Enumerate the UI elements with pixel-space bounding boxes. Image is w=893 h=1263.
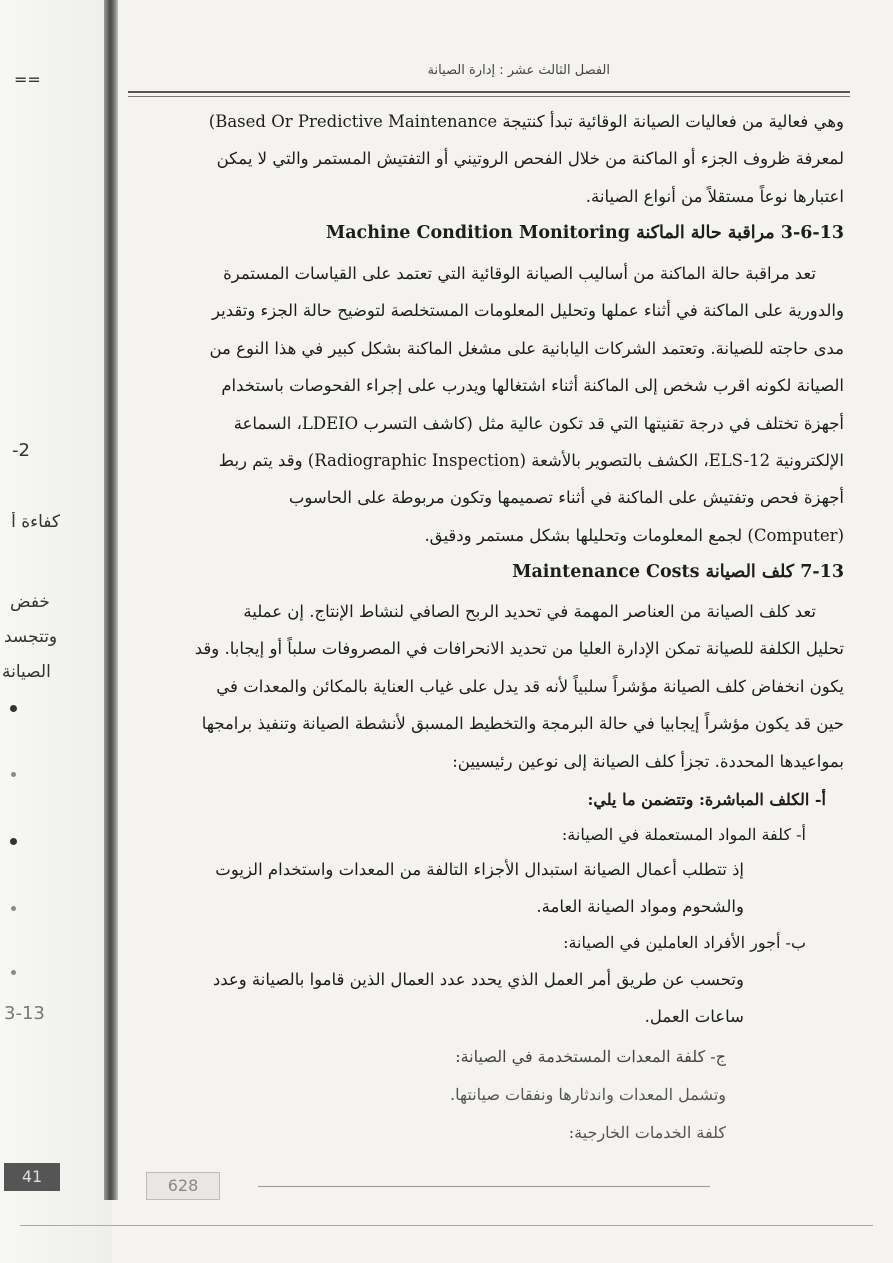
intro-line: اعتبارها نوعاً مستقلاً من أنواع الصيانة.: [585, 186, 844, 206]
direct-costs-heading: أ- الكلف المباشرة: وتتضمن ما يلي:: [587, 790, 826, 809]
section-title-en: Maintenance Costs: [512, 562, 700, 582]
maintenance-costs-paragraph: [128, 593, 844, 780]
running-header: الفصل الثالث عشر : إدارة الصيانة: [427, 63, 610, 78]
margin-page-number: 41: [4, 1163, 60, 1191]
margin-section-number: 3-13: [4, 1003, 45, 1024]
margin-bullet: [11, 772, 16, 777]
condition-monitoring-paragraph: [128, 255, 844, 554]
margin-mark: ==: [14, 70, 41, 89]
paragraph-line: الإلكترونية ELS-12، الكشف بالتصوير بالأشعة (Radiographic Inspection) وقد يتم ربط: [218, 451, 844, 471]
section-title-en: Machine Condition Monitoring: [325, 223, 630, 243]
margin-text-fragment: خفض: [10, 592, 50, 612]
page-footer: [128, 1172, 850, 1202]
paragraph-line: أجهزة تختلف في درجة تقنيتها التي قد تكون عالية مثل (كاشف التسرب LDEIO، السماعة: [233, 413, 844, 433]
paragraph-line: ساعات العمل.: [644, 1007, 744, 1027]
paragraph-line: وتحسب عن طريق أمر العمل الذي يحدد عدد العمال الذين قاموا بالصيانة وعدد: [212, 970, 744, 989]
labor-cost-heading: ب- أجور الأفراد العاملين في الصيانة:: [563, 933, 806, 952]
footer-rule: [258, 1186, 710, 1187]
paragraph-line: مدى حاجته للصيانة. وتعتمد الشركات اليابانية على مشغل الماكنة بشكل كبير في هذا النوع من: [209, 338, 844, 358]
section-number: 3-6-13: [780, 223, 844, 243]
margin-text-fragment: كفاءة أ: [11, 512, 60, 532]
intro-paragraph: [128, 103, 844, 215]
materials-cost-text: [128, 851, 744, 926]
paragraph-line: (Computer) لجمع المعلومات وتحليلها بشكل مستمر ودقيق.: [424, 525, 844, 545]
paragraph-line: تعد كلف الصيانة من العناصر المهمة في تحديد الربح الصافي لنشاط الإنتاج. إن عملية: [243, 602, 816, 621]
section-title-ar: كلف الصيانة: [705, 562, 795, 582]
section-title-ar: مراقبة حالة الماكنة: [636, 223, 775, 243]
intro-line: لمعرفة ظروف الجزء أو الماكنة من خلال الفحص الروتيني أو التفتيش المستمر والتي لا يمكن: [216, 149, 844, 169]
equipment-cost-text: وتشمل المعدات واندثارها ونفقات صيانتها.: [450, 1085, 726, 1104]
scan-edge-line: [20, 1225, 873, 1226]
external-services-heading: كلفة الخدمات الخارجية:: [568, 1123, 726, 1142]
margin-text-fragment: وتتجسد: [4, 627, 58, 647]
section-heading-maintenance-costs: [512, 562, 844, 582]
paragraph-line: بمواعيدها المحددة. تجزأ كلف الصيانة إلى نوعين رئيسيين:: [452, 751, 844, 771]
paragraph-line: يكون انخفاض كلف الصيانة مؤشراً سلبياً لأنه قد يدل على غياب العناية بالمكائن والمعدات في: [216, 676, 844, 696]
header-rule-thin: [128, 96, 850, 97]
paragraph-line: والدورية على الماكنة في أثناء عملها وتحليل المعلومات المستخلصة لتوضيح حالة الجزء وتقدير: [212, 301, 844, 321]
labor-cost-text: [128, 961, 744, 1036]
page-number: 628: [146, 1172, 220, 1200]
latin-term: (Based Or Predictive Maintenance: [208, 112, 498, 131]
margin-number: -2: [12, 440, 30, 461]
paragraph-line: حين قد يكون مؤشراً إيجابيا في حالة البرمجة والتخطيط المسبق لأنشطة الصيانة وتنفيذ برامجها: [201, 714, 844, 734]
paragraph-line: والشحوم ومواد الصيانة العامة.: [536, 897, 744, 917]
equipment-cost-heading: ج- كلفة المعدات المستخدمة في الصيانة:: [455, 1047, 726, 1066]
margin-bullet: [11, 970, 16, 975]
paragraph-line: تعد مراقبة حالة الماكنة من أساليب الصيانة الوقائية التي تعتمد على القياسات المستمرة: [223, 264, 816, 283]
paragraph-line: تحليل الكلفة للصيانة تمكن الإدارة العليا من تحديد الانحرافات في المصروفات سلباً أو إيجابا. وقد: [194, 639, 844, 659]
book-page: [128, 55, 850, 1175]
intro-line: وهي فعالية من فعاليات الصيانة الوقائية تبدأ كنتيجة (Based Or Predictive Maintenance: [208, 112, 844, 131]
section-number: 7-13: [800, 562, 844, 582]
header-rule: [128, 91, 850, 93]
margin-text-fragment: الصيانة: [2, 662, 51, 682]
paragraph-line: أجهزة فحص وتفتيش على الماكنة في أثناء تصميمها وتكون مربوطة على الحاسوب: [288, 488, 844, 508]
section-heading-condition-monitoring: [326, 223, 844, 243]
materials-cost-heading: أ- كلفة المواد المستعملة في الصيانة:: [561, 825, 806, 844]
paragraph-line: الصيانة لكونه اقرب شخص إلى الماكنة أثناء اشتغالها ويدرب على إجراء الفحوصات باستخدام: [221, 376, 844, 396]
margin-bullet: [11, 906, 16, 911]
book-binding-shadow: [104, 0, 118, 1200]
paragraph-line: إذ تتطلب أعمال الصيانة استبدال الأجزاء التالفة من المعدات واستخدام الزيوت: [215, 860, 744, 879]
margin-bullet: [10, 705, 17, 712]
margin-bullet: [10, 838, 17, 845]
